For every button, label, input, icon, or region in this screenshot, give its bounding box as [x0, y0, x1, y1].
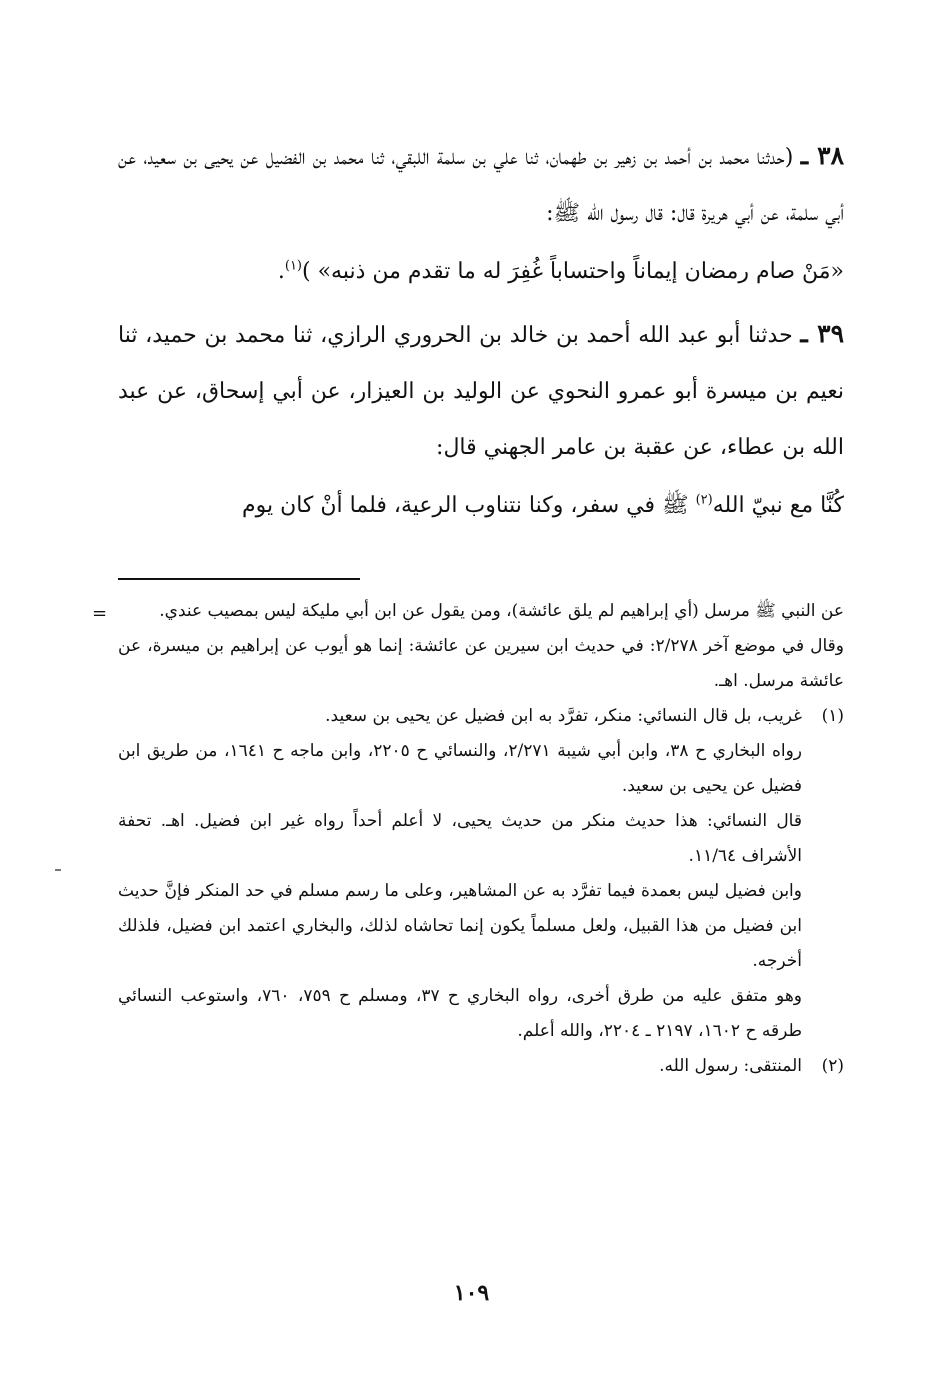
footnote-label: (١): [821, 706, 844, 726]
hadith-text: [118, 244, 844, 300]
footnote-label: (٢): [821, 1056, 844, 1076]
footnote-1: [118, 699, 844, 1049]
margin-mark: [55, 869, 61, 871]
footnote-line: رواه البخاري ح ٣٨، وابن أبي شيبة ٢/٢٧١، والنسائي ح ٢٢٠٥، وابن ماجه ح ١٦٤١، من طريق ابن فضيل عن يحيى بن سعيد.: [118, 741, 802, 796]
hadith-text: [118, 478, 844, 534]
matn-text: كُنَّا مع نبيّ الله: [712, 493, 844, 518]
main-text: [118, 128, 844, 534]
paragraph-39: [118, 306, 844, 476]
footnote-2: [118, 1049, 844, 1084]
footnote-separator-wrap: [118, 540, 844, 594]
footnote-line: وابن فضيل ليس بعمدة فيما تفرَّد به عن المشاهير، وعلى ما رسم مسلم في حد المنكر فإنَّ حديث ابن فضيل من هذا القبيل، ولعل مسلماً يكون إنما تحاشاه لذلك، والبخاري اعتمد ابن فضيل، فلذلك أخرجه.: [118, 881, 802, 971]
book-page: [92, 128, 845, 1338]
period: .: [277, 259, 285, 284]
footnote-line: غريب، بل قال النسائي: منكر، تفرَّد به ابن فضيل عن يحيى بن سعيد.: [325, 706, 802, 726]
footnote-line: قال النسائي: هذا حديث منكر من حديث يحيى، لا أعلم أحداً رواه غير ابن فضيل. اهـ. تحفة الأشراف ١١/٦٤.: [118, 811, 802, 866]
matn-text-rest: ﷺ في سفر، وكنا نتناوب الرعية، فلما أنْ كان يوم: [241, 493, 689, 518]
isnad-text: (حدثنا محمد بن أحمد بن زهير بن طهمان، ثنا علي بن سلمة اللبقي، ثنا محمد بن الفضيل عن يحيى بن سعيد، عن أبي سلمة، عن أبي هريرة قال: قال رسول الله ﷺ:: [118, 145, 844, 226]
continuation-mark: =: [92, 603, 108, 624]
footnote-body: المنتقى: رسول الله.: [659, 1056, 802, 1076]
hadith-number: ٣٩ ـ: [800, 319, 845, 348]
isnad-text: حدثنا أبو عبد الله أحمد بن خالد بن الحروري الرازي، ثنا محمد بن حميد، ثنا نعيم بن ميسرة أبو عمرو النحوي عن الوليد بن العيزار، عن أبي إسحاق، عن عبد الله بن عطاء، عن عقبة بن عامر الجهني قال:: [118, 323, 844, 460]
footnote-body: [118, 699, 802, 1049]
footnote-ref[interactable]: (١): [284, 258, 302, 274]
footnote-continued: عن النبي ﷺ مرسل (أي إبراهيم لم يلق عائشة)، ومن يقول عن ابن أبي مليكة ليس بمصيب عندي.: [159, 601, 844, 621]
hadith-number: ٣٨ ـ: [800, 141, 845, 170]
footnote-ref[interactable]: (٢): [695, 492, 713, 508]
matn-text: «مَنْ صام رمضان إيماناً واحتساباً غُفِرَ له ما تقدم من ذنبه» ): [302, 259, 844, 284]
footnote-separator: [118, 578, 360, 580]
footnote-continued: وقال في موضع آخر ٢/٢٧٨: في حديث ابن سيرين عن عائشة: إنما هو أيوب عن إبراهيم بن ميسرة، عن عائشة مرسل. اهـ.: [118, 636, 844, 691]
footnote-line: وهو متفق عليه من طرق أخرى، رواه البخاري ح ٣٧، ومسلم ح ٧٥٩، ٧٦٠، واستوعب النسائي طرقه ح ١٦٠٢، ٢١٩٧ ـ ٢٢٠٤، والله أعلم.: [118, 986, 802, 1041]
page-number: ١٠٩: [453, 1280, 490, 1306]
footnotes: [92, 594, 844, 1084]
paragraph-38: [118, 128, 844, 242]
